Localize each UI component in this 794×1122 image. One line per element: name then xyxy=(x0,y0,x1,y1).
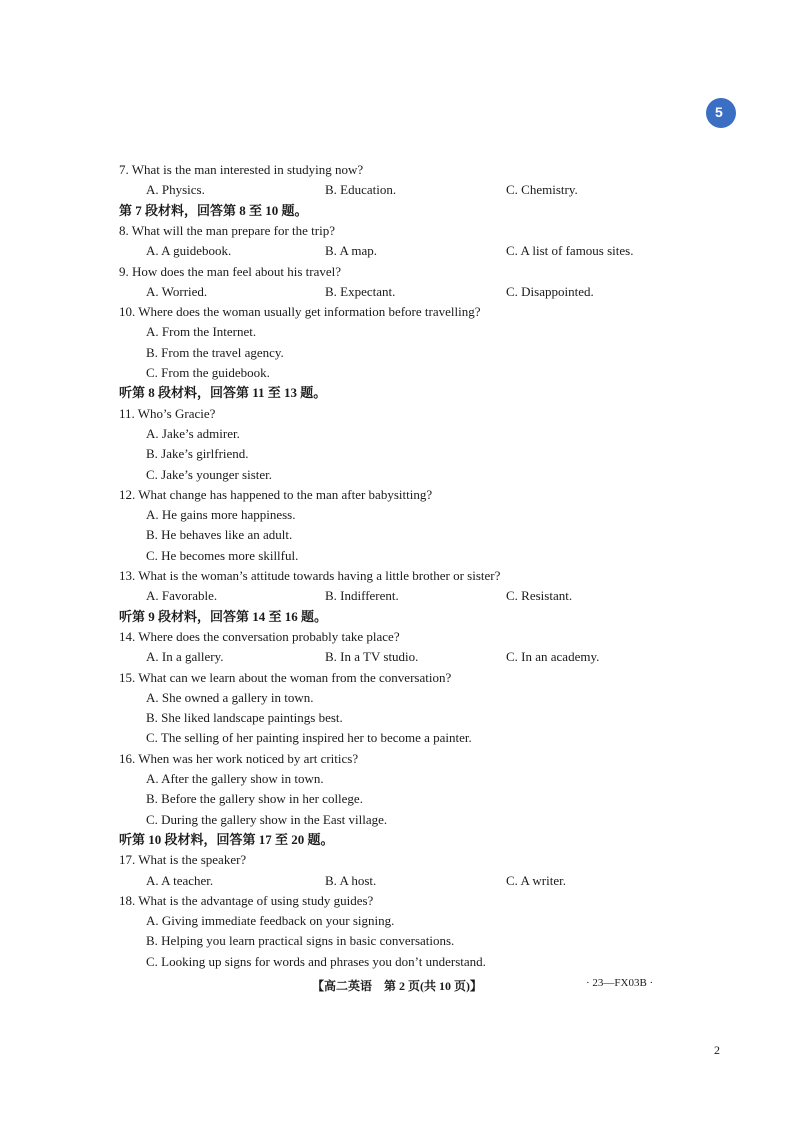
corner-badge-label: 5 xyxy=(715,104,723,120)
option-text: A. He gains more happiness. xyxy=(146,507,296,523)
option-c: C. Resistant. xyxy=(506,588,573,604)
question-text: 17. What is the speaker? xyxy=(119,852,247,868)
question-text: 18. What is the advantage of using study guides? xyxy=(119,892,374,908)
question-text: 13. What is the woman’s attitude towards having a little brother or sister? xyxy=(119,568,501,583)
option-text: A. She owned a gallery in town. xyxy=(146,689,314,705)
option-b: B. A host. xyxy=(325,872,377,888)
option-c: C. In an academy. xyxy=(506,649,600,665)
question-text: 15. What can we learn about the woman from the conversation? xyxy=(119,669,452,685)
section-instruction: 听第 8 段材料，回答第 11 至 13 题。 xyxy=(119,385,327,401)
option-a: A. In a gallery. xyxy=(146,649,224,665)
option-a: A. A teacher. xyxy=(146,872,214,888)
option-text: A. Jake’s admirer. xyxy=(146,425,240,441)
option-c: C. A list of famous sites. xyxy=(506,243,634,259)
option-text: B. Jake’s girlfriend. xyxy=(146,446,249,462)
option-a: A. Worried. xyxy=(146,283,208,299)
question-text: 12. What change has happened to the man after babysitting? xyxy=(119,486,433,502)
option-text: C. During the gallery show in the East village. xyxy=(146,811,388,827)
question-text: 16. When was her work noticed by art critics? xyxy=(119,750,359,766)
option-b: B. Expectant. xyxy=(325,283,396,299)
option-a: A. Favorable. xyxy=(146,588,218,604)
option-text: A. Giving immediate feedback on your signing. xyxy=(146,913,395,929)
section-instruction: 第 7 段材料，回答第 8 至 10 题。 xyxy=(119,202,308,218)
option-text: C. Jake’s younger sister. xyxy=(146,466,273,482)
option-text: C. Looking up signs for words and phrases you don’t understand. xyxy=(146,953,486,969)
corner-badge xyxy=(706,98,736,128)
option-text: B. He behaves like an adult. xyxy=(146,527,293,543)
option-text: B. She liked landscape paintings best. xyxy=(146,710,343,726)
option-b: B. Education. xyxy=(325,182,397,198)
question-text: 11. Who’s Gracie? xyxy=(119,405,216,421)
option-c: C. A writer. xyxy=(506,872,566,888)
option-text: A. From the Internet. xyxy=(146,324,257,340)
option-a: A. Physics. xyxy=(146,182,205,198)
footer-code: · 23—FX03B · xyxy=(586,977,654,989)
option-text: B. Helping you learn practical signs in basic conversations. xyxy=(146,933,455,949)
option-b: B. Indifferent. xyxy=(325,588,399,604)
option-text: C. The selling of her painting inspired her to become a painter. xyxy=(146,730,472,746)
section-instruction: 听第 10 段材料，回答第 17 至 20 题。 xyxy=(119,831,334,847)
footer-title: 【高二英语 第 2 页(共 10 页)】 xyxy=(312,979,482,993)
question-text: 9. How does the man feel about his travel? xyxy=(119,263,342,279)
section-instruction: 听第 9 段材料，回答第 14 至 16 题。 xyxy=(119,608,328,624)
question-text: 7. What is the man interested in studying now? xyxy=(119,162,364,177)
page-number: 2 xyxy=(714,1043,720,1057)
option-c: C. Chemistry. xyxy=(506,182,578,198)
option-c: C. Disappointed. xyxy=(506,283,594,299)
option-text: B. Before the gallery show in her college. xyxy=(146,791,363,807)
option-text: C. From the guidebook. xyxy=(146,365,270,380)
option-a: A. A guidebook. xyxy=(146,243,232,259)
question-text: 14. Where does the conversation probably take place? xyxy=(119,628,400,644)
option-text: C. He becomes more skillful. xyxy=(146,547,299,563)
option-text: B. From the travel agency. xyxy=(146,344,284,360)
option-b: B. In a TV studio. xyxy=(325,649,419,665)
option-b: B. A map. xyxy=(325,243,378,259)
question-text: 10. Where does the woman usually get information before travelling? xyxy=(119,304,481,320)
question-text: 8. What will the man prepare for the trip? xyxy=(119,222,335,238)
option-text: A. After the gallery show in town. xyxy=(146,771,324,786)
